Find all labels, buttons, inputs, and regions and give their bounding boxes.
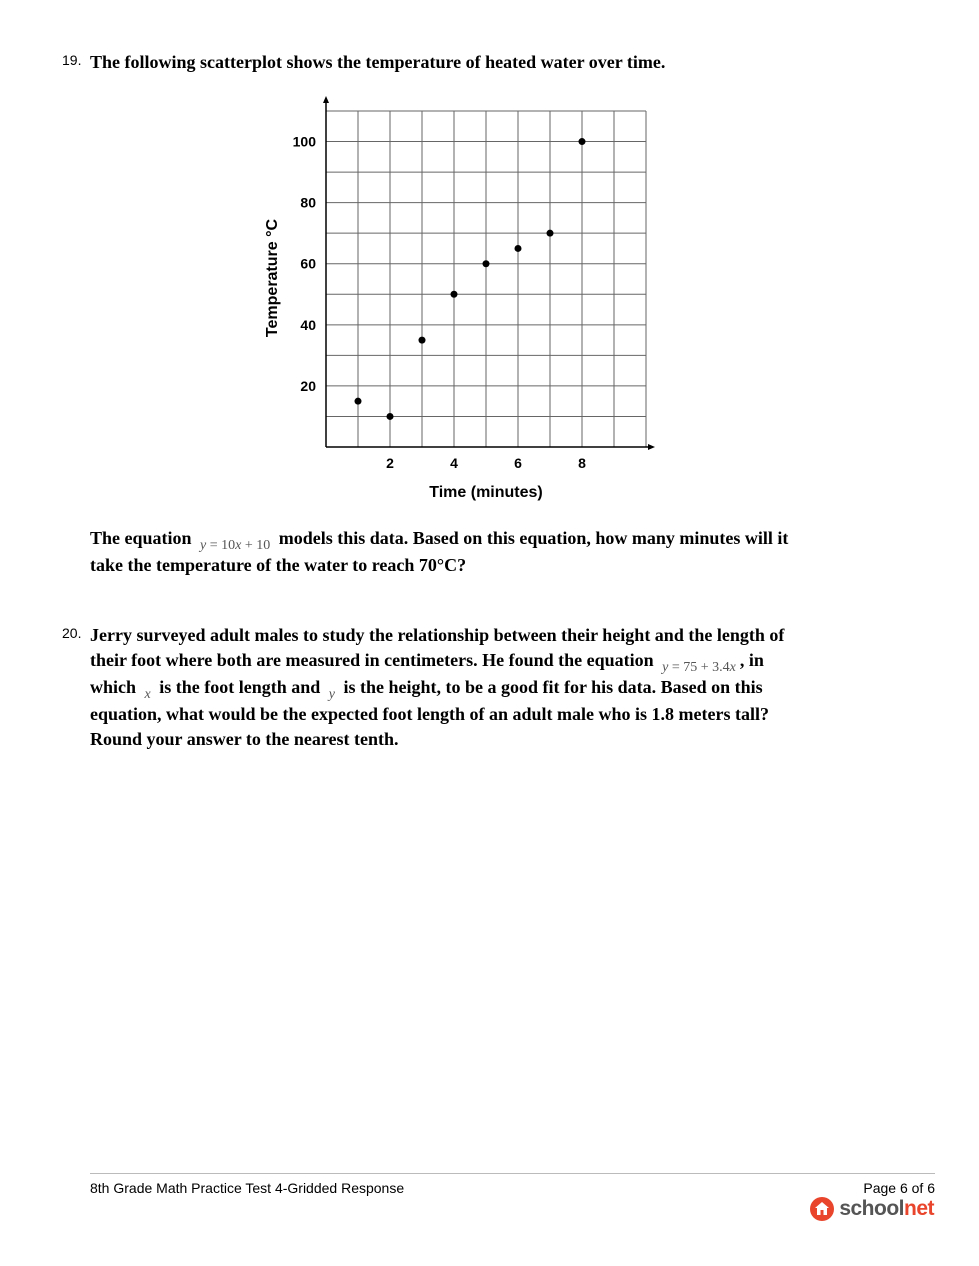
- logo-text-school: school: [839, 1197, 904, 1220]
- y-tick-label: 80: [300, 194, 316, 211]
- var-y: y: [328, 687, 335, 702]
- x-tick-label: 4: [450, 455, 458, 471]
- y-tick-label: 40: [300, 316, 316, 333]
- data-point: [483, 260, 490, 267]
- var-x: x: [144, 687, 151, 702]
- data-point: [419, 337, 426, 344]
- equation-19: y = 10x + 10: [200, 538, 271, 553]
- question-19-prompt: The following scatterplot shows the temperature of heated water over time.: [90, 52, 666, 72]
- data-point: [547, 230, 554, 237]
- chart-axes: [323, 96, 655, 450]
- y-axis-label: Temperature °C: [264, 218, 281, 338]
- y-tick-label: 60: [300, 255, 316, 272]
- scatterplot: [250, 90, 670, 510]
- data-point: [515, 245, 522, 252]
- question-19-number: 19.: [62, 52, 82, 68]
- footer-divider: [90, 1173, 935, 1174]
- data-point: [355, 398, 362, 405]
- chart-ticks: [293, 134, 586, 471]
- data-point: [451, 291, 458, 298]
- question-20-number: 20.: [62, 625, 82, 641]
- chart-grid: [326, 111, 646, 447]
- data-point: [579, 138, 586, 145]
- footer-title: 8th Grade Math Practice Test 4-Gridded Response: [90, 1180, 405, 1196]
- x-tick-label: 8: [578, 455, 586, 471]
- x-tick-label: 6: [514, 455, 522, 471]
- logo-text-net: net: [904, 1197, 934, 1220]
- question-19-followup: The equation $_{y = 10x + 10}$ models this data. Based on this equation, how many minutes will it take the temperature of the water to reach 70°C?: [90, 528, 789, 575]
- data-point: [387, 413, 394, 420]
- chart-points: [355, 138, 586, 420]
- question-20-prompt: Jerry surveyed adult males to study the relationship between their height and the length of their foot where both are measured in centimeters. He found the equation $_{y = 75 + 3.4x}$ , in which $_x$ is the foot length and $_y$ is the height, to be a good fit for his data. Based on this equation, what would be the expected foot length of an adult male who is 1.8 meters tall? Round your answer to the nearest tenth.: [90, 625, 785, 749]
- x-axis-label: Time (minutes): [429, 484, 543, 501]
- y-tick-label: 100: [292, 133, 316, 150]
- x-axis-arrow: [648, 444, 655, 450]
- schoolnet-logo: [809, 1196, 934, 1222]
- y-axis-arrow: [323, 96, 329, 103]
- page-number: Page 6 of 6: [863, 1180, 935, 1196]
- equation-20: y = 75 + 3.4x: [662, 660, 736, 675]
- x-tick-label: 2: [386, 455, 394, 471]
- house-icon: [809, 1196, 835, 1222]
- y-tick-label: 20: [300, 377, 316, 394]
